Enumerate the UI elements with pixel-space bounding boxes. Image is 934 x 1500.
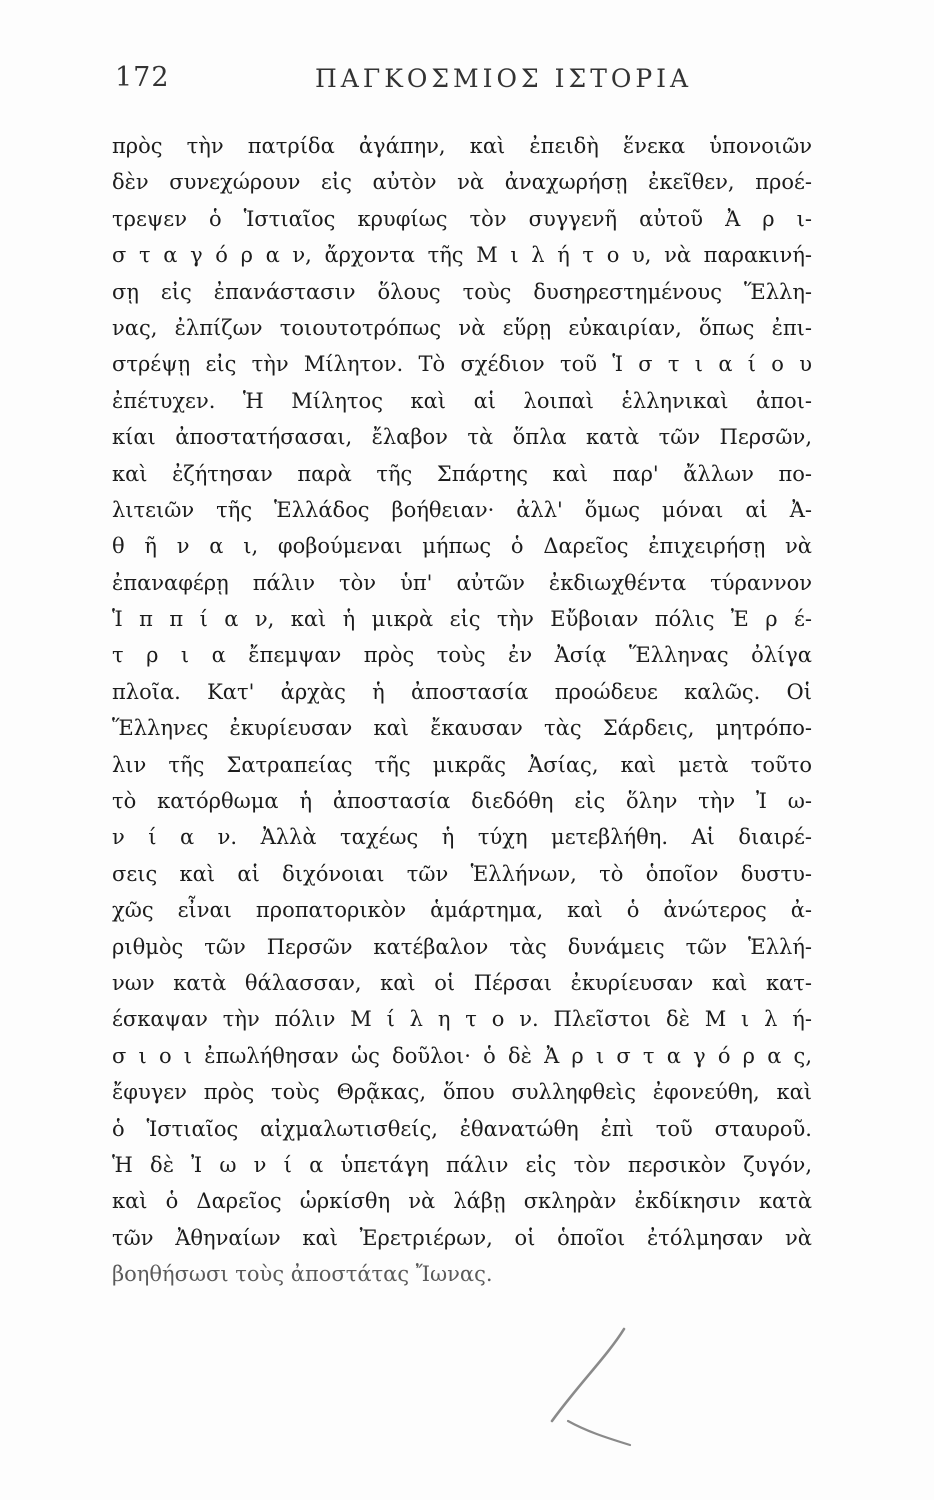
page-number: 172 <box>115 62 170 93</box>
text-line: ν ί α ν. Ἀλλὰ ταχέως ἡ τύχη μετεβλήθη. Αἱ διαιρέ- <box>112 825 812 850</box>
text-line: τ ρ ι α ἔπεμψαν πρὸς τοὺς ἐν Ἀσίᾳ Ἕλληνας ὀλίγα <box>112 643 812 668</box>
text-line: σ τ α γ ό ρ α ν, ἄρχοντα τῆς Μ ι λ ή τ ο υ, νὰ παρακινή- <box>112 243 812 268</box>
text-line: σεις καὶ αἱ διχόνοιαι τῶν Ἑλλήνων, τὸ ὁποῖον δυστυ- <box>112 861 812 886</box>
text-line: Ἕλληνες ἐκυρίευσαν καὶ ἔκαυσαν τὰς Σάρδεις, μητρόπο- <box>112 716 812 741</box>
text-line: θ ῆ ν α ι, φοβούμεναι μήπως ὁ Δαρεῖος ἐπιχειρήσῃ νὰ <box>112 534 812 559</box>
text-line: χῶς εἶναι προπατορικὸν ἁμάρτημα, καὶ ὁ ἀνώτερος ἀ- <box>112 898 812 923</box>
text-line: έσκαψαν τὴν πόλιν Μ ί λ η τ ο ν. Πλεῖστοι δὲ Μ ι λ ή- <box>112 1007 812 1032</box>
running-title: ΠΑΓΚΟΣΜΙΟΣ ΙΣΤΟΡΙΑ <box>315 64 693 93</box>
text-line: λιν τῆς Σατραπείας τῆς μικρᾶς Ἀσίας, καὶ μετὰ τοῦτο <box>112 752 812 777</box>
text-line: ἔφυγεν πρὸς τοὺς Θρᾷκας, ὅπου συλληφθεὶς ἐφονεύθη, καὶ <box>112 1080 812 1105</box>
text-line: ριθμὸς τῶν Περσῶν κατέβαλον τὰς δυνάμεις τῶν Ἑλλή- <box>112 934 812 959</box>
text-line: κίαι ἀποστατήσασαι, ἔλαβον τὰ ὅπλα κατὰ τῶν Περσῶν, <box>112 425 812 450</box>
text-line: νας, ἐλπίζων τοιουτοτρόπως νὰ εὕρῃ εὐκαιρίαν, ὅπως ἐπι- <box>112 315 812 340</box>
page-header <box>115 62 815 106</box>
text-line: νων κατὰ θάλασσαν, καὶ οἱ Πέρσαι ἐκυρίευσαν καὶ κατ- <box>112 970 812 995</box>
text-line: πρὸς τὴν πατρίδα ἀγάπην, καὶ ἐπειδὴ ἕνεκα ὑπονοιῶν <box>112 134 812 158</box>
text-line-last: βοηθήσωσι τοὺς ἀποστάτας Ἴωνας. <box>112 1262 493 1287</box>
text-line: καὶ ἐζήτησαν παρὰ τῆς Σπάρτης καὶ παρ' ἄλλων πο- <box>112 461 812 486</box>
text-line: τρεψεν ὁ Ἱστιαῖος κρυφίως τὸν συγγενῆ αὐτοῦ Ἀ ρ ι- <box>112 206 812 231</box>
text-line: δὲν συνεχώρουν εἰς αὐτὸν νὰ ἀναχωρήσῃ ἐκεῖθεν, προέ- <box>112 170 812 195</box>
text-line: τὸ κατόρθωμα ἡ ἀποστασία διεδόθη εἰς ὅλην τὴν Ἰ ω- <box>112 789 812 814</box>
text-line: τῶν Ἀθηναίων καὶ Ἐρετριέρων, οἱ ὁποῖοι ἐτόλμησαν νὰ <box>112 1225 812 1250</box>
text-line: σῃ εἰς ἐπανάστασιν ὅλους τοὺς δυσηρεστημένους Ἕλλη- <box>112 279 812 304</box>
text-line: λιτειῶν τῆς Ἑλλάδος βοήθειαν· ἀλλ' ὅμως μόναι αἱ Ἀ- <box>112 497 812 522</box>
text-line: στρέψῃ εἰς τὴν Μίλητον. Τὸ σχέδιον τοῦ Ἱ σ τ ι α ί ο υ <box>112 352 812 377</box>
text-line: πλοῖα. Κατ' ἀρχὰς ἡ ἀποστασία προώδευε καλῶς. Οἱ <box>112 679 812 704</box>
body-text <box>112 128 812 1293</box>
text-line: σ ι ο ι ἐπωλήθησαν ὡς δοῦλοι· ὁ δὲ Ἀ ρ ι σ τ α γ ό ρ α ς, <box>112 1043 812 1068</box>
text-line: Ἡ δὲ Ἰ ω ν ί α ὑπετάγη πάλιν εἰς τὸν περσικὸν ζυγόν, <box>112 1152 812 1177</box>
text-line: ὁ Ἱστιαῖος αἰχμαλωτισθείς, ἐθανατώθη ἐπὶ τοῦ σταυροῦ. <box>112 1116 812 1141</box>
pencil-mark-icon <box>538 1325 648 1460</box>
text-line: Ἱ π π ί α ν, καὶ ἡ μικρὰ εἰς τὴν Εὔβοιαν πόλις Ἐ ρ έ- <box>112 607 812 632</box>
text-line: ἐπαναφέρῃ πάλιν τὸν ὑπ' αὐτῶν ἐκδιωχθέντα τύραννον <box>112 570 812 595</box>
text-line: ἐπέτυχεν. Ἡ Μίλητος καὶ αἱ λοιπαὶ ἑλληνικαὶ ἀποι- <box>112 388 812 413</box>
text-line: καὶ ὁ Δαρεῖος ὡρκίσθη νὰ λάβῃ σκληρὰν ἐκδίκησιν κατὰ <box>112 1189 812 1214</box>
